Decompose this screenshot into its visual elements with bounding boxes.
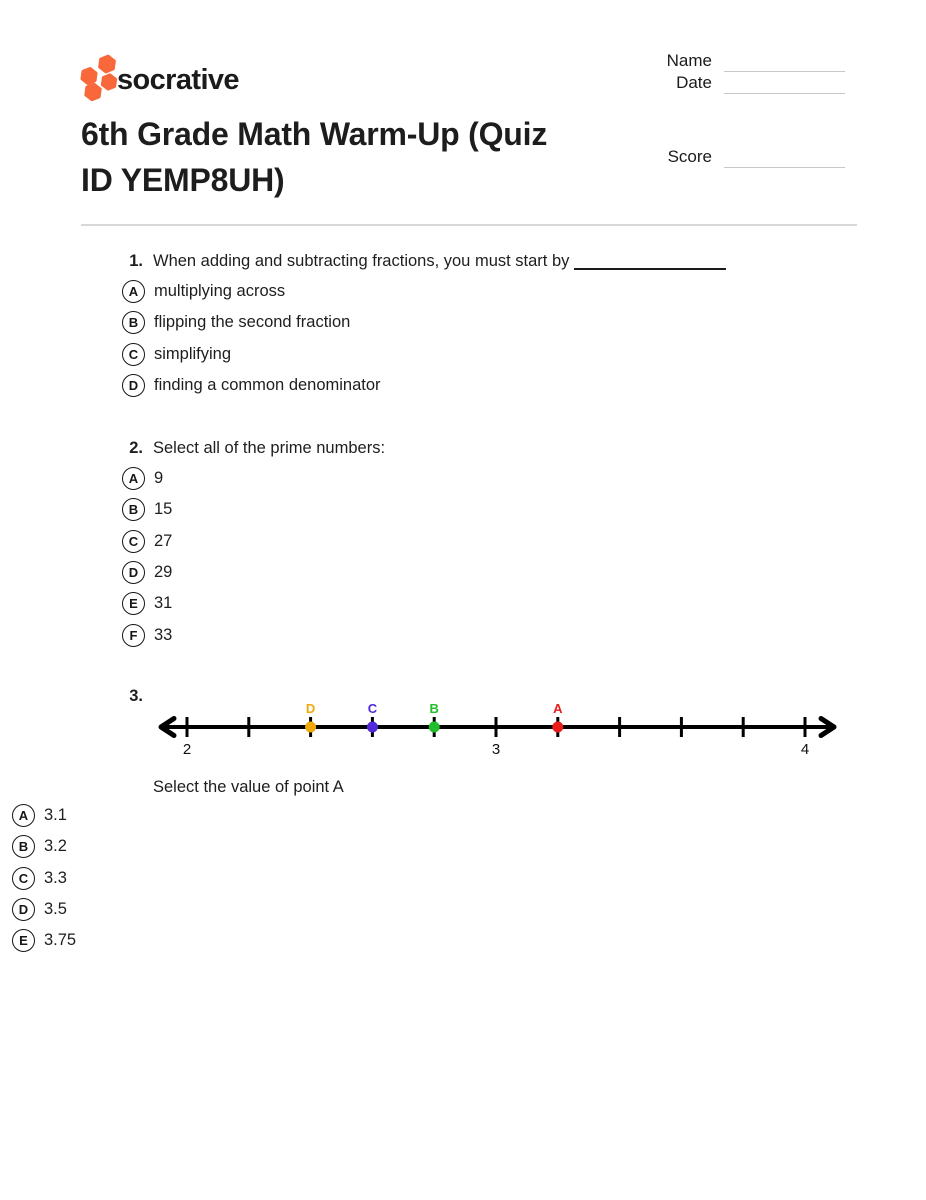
date-blank-line <box>724 93 845 94</box>
score-blank-line <box>724 167 845 168</box>
option-text: 3.1 <box>44 806 67 825</box>
option-letter-badge <box>122 343 145 366</box>
svg-text:D: D <box>305 701 316 716</box>
question-1-options <box>110 276 926 401</box>
name-label: Name <box>666 51 712 70</box>
option-row <box>110 339 926 370</box>
option-text: flipping the second fraction <box>154 313 351 332</box>
option-letter: E <box>19 933 28 949</box>
svg-text:2: 2 <box>182 741 192 758</box>
question-1-header <box>110 249 926 274</box>
question-number: 1. <box>129 252 143 270</box>
option-letter-badge <box>122 280 145 303</box>
quiz-title: 6th Grade Math Warm-Up (Quiz ID YEMP8UH) <box>81 116 548 198</box>
option-text: 3.3 <box>44 868 67 887</box>
option-letter: E <box>129 596 138 612</box>
option-letter: D <box>128 565 139 581</box>
option-row <box>110 307 926 338</box>
option-text: 31 <box>154 594 173 613</box>
option-text: 33 <box>154 625 173 644</box>
option-row <box>110 557 926 588</box>
question-number: 3. <box>129 687 143 705</box>
option-letter: D <box>128 378 139 394</box>
question-3 <box>0 684 926 1004</box>
option-letter: B <box>128 502 139 518</box>
number-line-figure <box>150 694 845 758</box>
question-1 <box>0 249 926 401</box>
svg-text:C: C <box>367 701 378 716</box>
answer-blank-line <box>574 256 726 270</box>
option-row <box>110 526 926 557</box>
option-text: 3.2 <box>44 837 67 856</box>
option-row <box>0 925 926 956</box>
option-letter-badge <box>12 898 35 921</box>
option-row <box>110 588 926 619</box>
option-letter-badge <box>122 592 145 615</box>
option-text: 3.5 <box>44 900 67 919</box>
number-line-svg <box>150 694 845 758</box>
option-letter: F <box>129 627 138 643</box>
option-row <box>0 863 926 894</box>
socrative-wordmark: socrative <box>117 64 239 96</box>
name-blank-line <box>724 71 845 72</box>
option-text: finding a common denominator <box>154 376 381 395</box>
option-row <box>0 831 926 862</box>
svg-text:3: 3 <box>491 741 501 758</box>
option-letter: C <box>128 346 139 362</box>
option-letter-badge <box>122 374 145 397</box>
question-2-options <box>110 463 926 651</box>
question-number: 2. <box>129 439 143 457</box>
option-letter: C <box>18 870 29 886</box>
option-letter: B <box>128 315 139 331</box>
option-text: 3.75 <box>44 931 77 950</box>
svg-text:B: B <box>429 701 439 716</box>
option-text: 15 <box>154 500 173 519</box>
option-letter-badge <box>12 867 35 890</box>
option-letter-badge <box>122 311 145 334</box>
option-letter: A <box>18 808 29 824</box>
option-row <box>0 894 926 925</box>
option-letter: A <box>128 471 139 487</box>
option-letter-badge <box>12 929 35 952</box>
option-text: 29 <box>154 563 173 582</box>
option-letter-badge <box>122 624 145 647</box>
score-label: Score <box>667 147 712 166</box>
option-row <box>110 276 926 307</box>
option-row <box>110 494 926 525</box>
question-3-prompt: Select the value of point A <box>153 778 344 796</box>
question-2 <box>0 436 926 651</box>
option-letter: C <box>128 533 139 549</box>
option-text: simplifying <box>154 344 232 363</box>
option-letter-badge <box>12 804 35 827</box>
question-2-header <box>110 436 926 461</box>
option-text: multiplying across <box>154 282 286 301</box>
option-letter-badge <box>122 561 145 584</box>
option-letter-badge <box>12 835 35 858</box>
option-letter-badge <box>122 498 145 521</box>
question-text: Select all of the prime numbers: <box>153 439 386 457</box>
option-letter-badge <box>122 467 145 490</box>
option-letter: A <box>128 284 139 300</box>
header-divider <box>81 224 857 226</box>
option-row <box>110 370 926 401</box>
option-letter: B <box>18 839 29 855</box>
svg-text:4: 4 <box>800 741 810 758</box>
option-text: 27 <box>154 531 173 550</box>
option-row <box>110 619 926 650</box>
question-text <box>153 249 726 274</box>
option-letter: D <box>18 902 29 918</box>
option-row <box>0 800 926 831</box>
question-text-content: When adding and subtracting fractions, you must start by <box>153 252 570 270</box>
date-label: Date <box>676 73 712 92</box>
option-letter-badge <box>122 530 145 553</box>
svg-text:A: A <box>553 701 563 716</box>
option-row <box>110 463 926 494</box>
option-text: 9 <box>154 469 164 488</box>
question-3-options <box>0 800 926 956</box>
